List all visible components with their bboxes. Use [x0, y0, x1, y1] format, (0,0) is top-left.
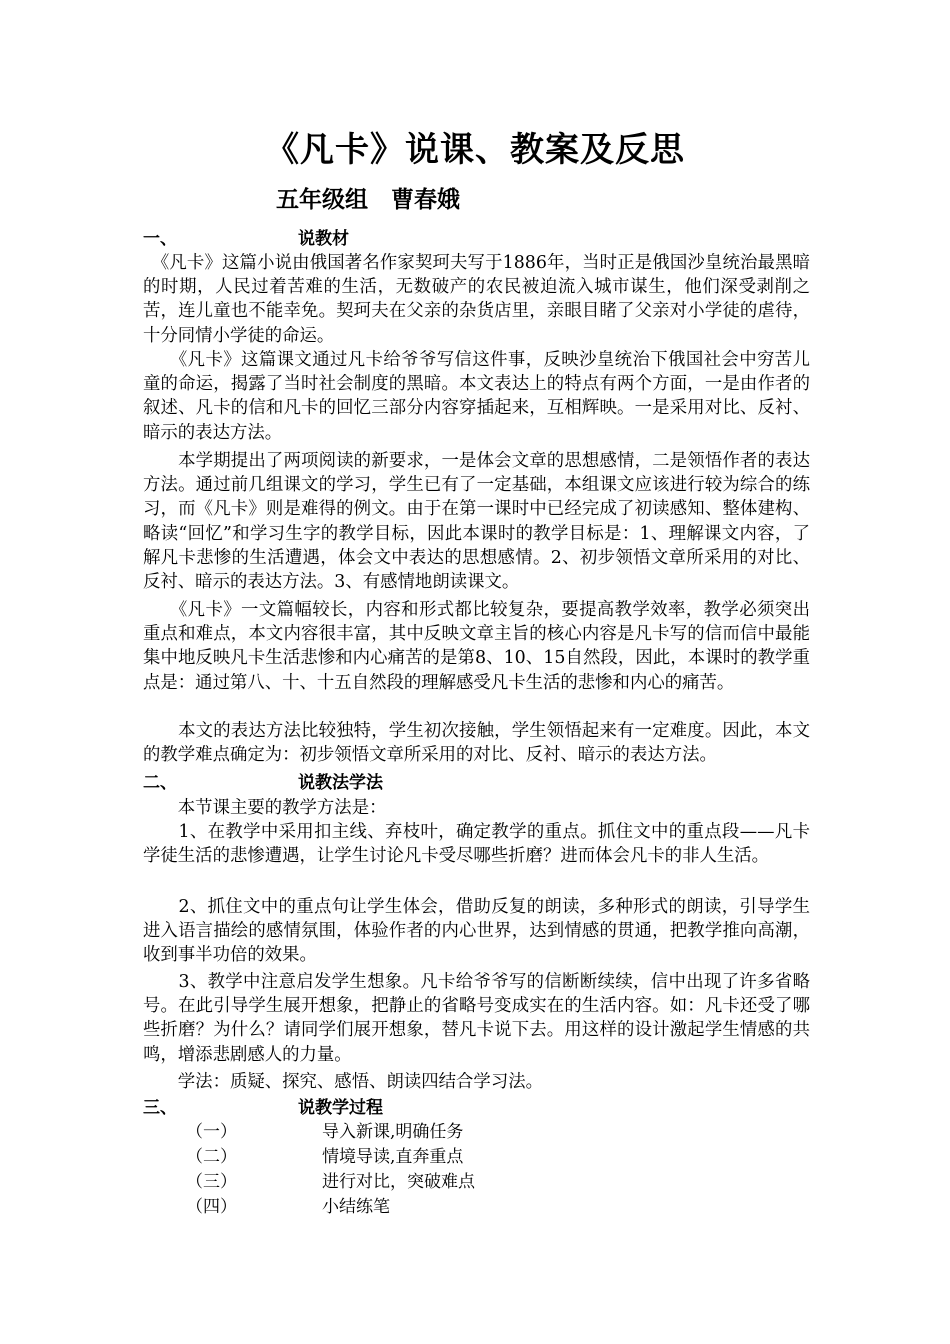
step-number: （三）	[186, 1172, 237, 1192]
section-number: 三、	[143, 1098, 177, 1118]
step-number: （二）	[186, 1147, 237, 1167]
section-heading-1	[143, 228, 813, 250]
section-title: 说教学过程	[298, 1098, 383, 1118]
process-step	[186, 1120, 806, 1144]
step-number: （一）	[186, 1122, 237, 1142]
paragraph: 《凡卡》一文篇幅较长，内容和形式都比较复杂，要提高教学效率，教学必须突出重点和难点，本文内容很丰富，其中反映文章主旨的核心内容是凡卡写的信而信中最能集中地反映凡卡生活悲惨和内心痛苦的是第8、10、15自然段，因此，本课时的教学重点是：通过第八、十、十五自然段的理解感受凡卡生活的悲惨和内心的痛苦。	[143, 600, 810, 693]
section-heading-2	[143, 772, 813, 794]
section-number: 二、	[143, 773, 177, 793]
paragraph: 本学期提出了两项阅读的新要求，一是体会文章的思想感情，二是领悟作者的表达方法。通过前几组课文的学习，学生已有了一定基础，本组课文应该进行较为综合的练习，而《凡卡》则是难得的例文。由于在第一课时中已经完成了初读感知、整体建构、略读“回忆”和学习生字的教学目标，因此本课时的教学目标是：1、理解课文内容，了解凡卡悲惨的生活遭遇，体会文中表达的思想感情。2、初步领悟文章所采用的对比、反衬、暗示的表达方法。3、有感情地朗读课文。	[143, 451, 810, 593]
step-text: 情境导读,直奔重点	[322, 1147, 464, 1167]
paragraph: 2、抓住文中的重点句让学生体会，借助反复的朗读，多种形式的朗读，引导学生进入语言描绘的感情氛围，体验作者的内心世界，达到情感的贯通，把教学推向高潮，收到事半功倍的效果。	[143, 897, 810, 966]
step-text: 进行对比，突破难点	[322, 1172, 475, 1192]
paragraph: 《凡卡》这篇小说由俄国著名作家契珂夫写于1886年，当时正是俄国沙皇统治最黑暗的时期，人民过着苦难的生活，无数破产的农民被迫流入城市谋生，他们深受剥削之苦，连儿童也不能幸免。契珂夫在父亲的杂货店里，亲眼目睹了父亲对小学徒的虐待，十分同情小学徒的命运。	[143, 253, 810, 346]
step-number: （四）	[186, 1197, 237, 1217]
paragraph: 本文的表达方法比较独特，学生初次接触，学生领悟起来有一定难度。因此，本文的教学难点确定为：初步领悟文章所采用的对比、反衬、暗示的表达方法。	[143, 721, 810, 766]
section-number: 一、	[143, 229, 177, 249]
paragraph: 《凡卡》这篇课文通过凡卡给爷爷写信这件事，反映沙皇统治下俄国社会中穷苦儿童的命运，揭露了当时社会制度的黑暗。本文表达上的特点有两个方面，一是由作者的叙述、凡卡的信和凡卡的回忆三部分内容穿插起来，互相辉映。一是采用对比、反衬、暗示的表达方法。	[143, 350, 810, 443]
document-title: 《凡卡》说课、教案及反思	[265, 130, 685, 170]
step-text: 导入新课,明确任务	[322, 1122, 464, 1142]
process-step	[186, 1195, 806, 1219]
process-step	[186, 1145, 806, 1169]
paragraph: 本节课主要的教学方法是：	[143, 798, 387, 818]
section-title: 说教法学法	[298, 773, 383, 793]
step-text: 小结练笔	[322, 1197, 390, 1217]
process-step	[186, 1170, 806, 1194]
paragraph: 学法：质疑、探究、感悟、朗读四结合学习法。	[143, 1072, 543, 1092]
paragraph: 1、在教学中采用扣主线、弃枝叶，确定教学的重点。抓住文中的重点段——凡卡学徒生活的悲惨遭遇，让学生讨论凡卡受尽哪些折磨？进而体会凡卡的非人生活。	[143, 822, 810, 867]
section-heading-3	[143, 1097, 813, 1119]
section-title: 说教材	[298, 229, 349, 249]
document-subtitle: 五年级组 曹春娥	[276, 186, 460, 213]
paragraph: 3、教学中注意启发学生想象。凡卡给爷爷写的信断断续续，信中出现了许多省略号。在此引导学生展开想象，把静止的省略号变成实在的生活内容。如：凡卡还受了哪些折磨？为什么？请同学们展开想象，替凡卡说下去。用这样的设计激起学生情感的共鸣，增添悲剧感人的力量。	[143, 972, 810, 1065]
